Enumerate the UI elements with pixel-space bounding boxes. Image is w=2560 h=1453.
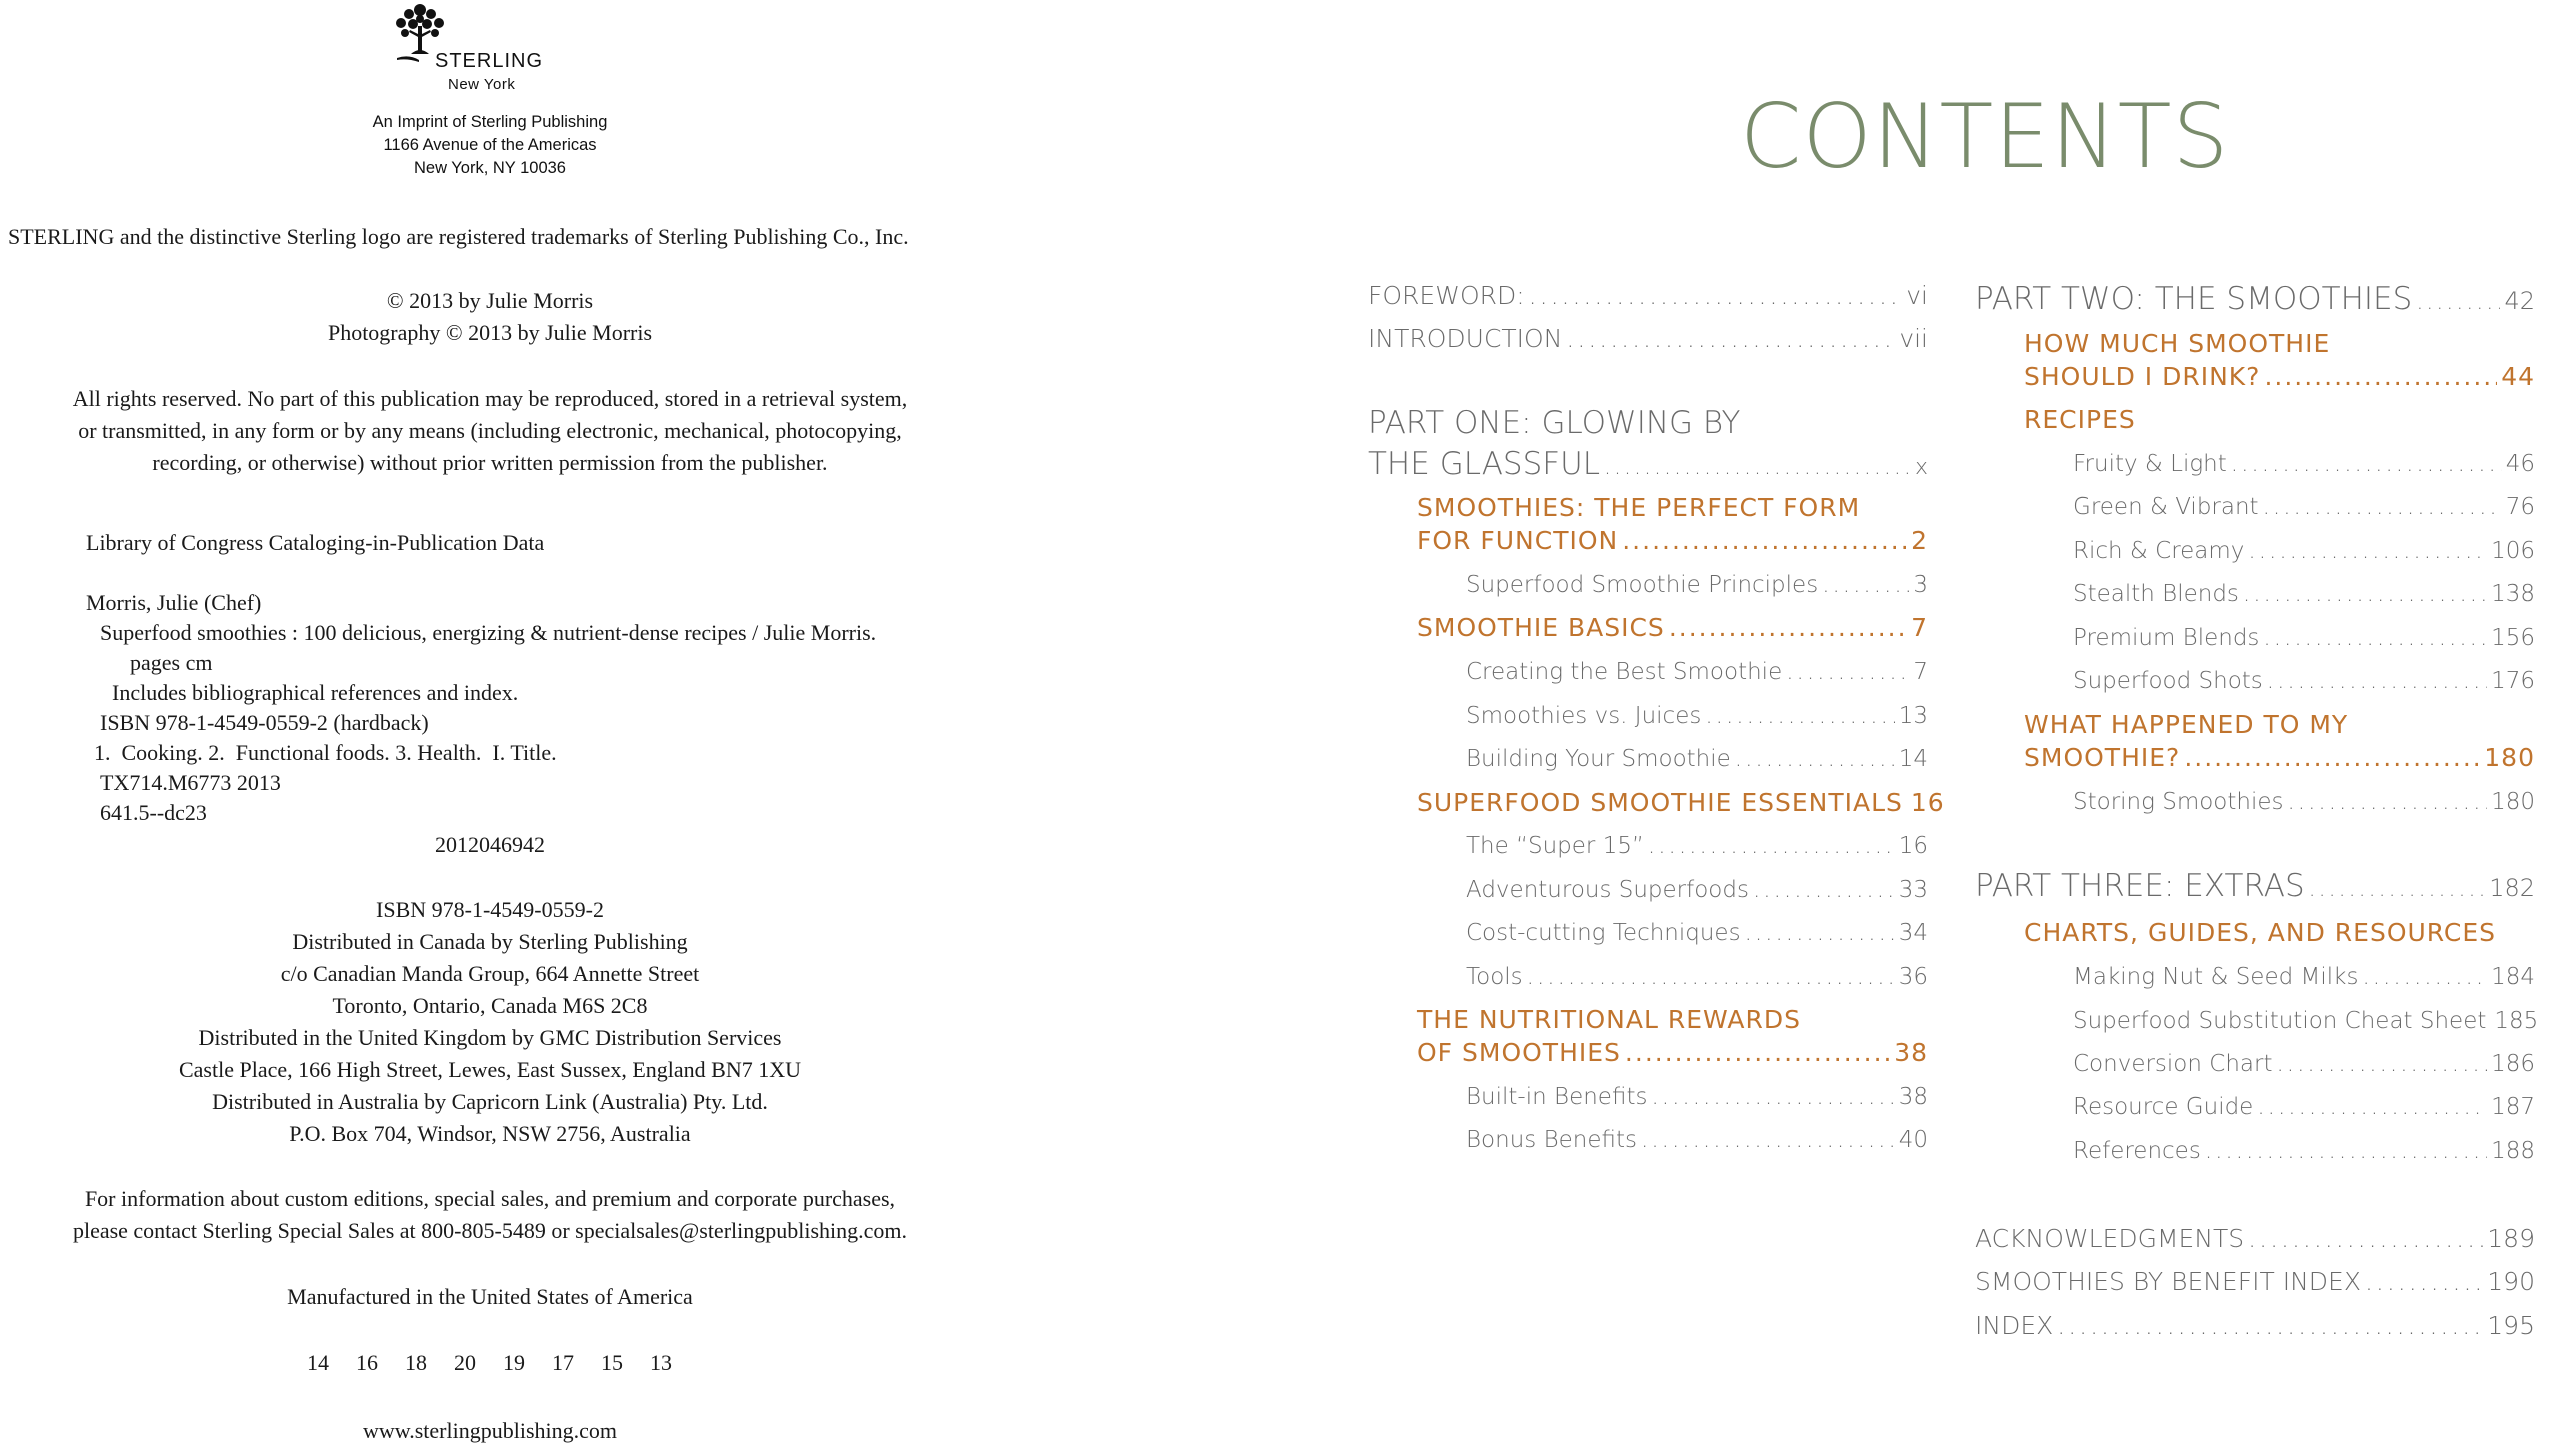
toc-label: Superfood Shots [2073, 668, 2263, 694]
toc-entry[interactable] [2073, 451, 2535, 477]
toc-section-recipes[interactable]: RECIPES [2024, 405, 2136, 434]
toc-label: SMOOTHIE? [2024, 743, 2181, 772]
toc-label: Fruity & Light [2073, 451, 2227, 477]
toc-entry[interactable] [1466, 964, 1928, 990]
toc-entry[interactable] [2073, 581, 2535, 607]
toc-page: 186 [2491, 1051, 2535, 1077]
toc-entry[interactable] [2073, 625, 2535, 651]
toc-entry[interactable] [2073, 789, 2535, 815]
toc-entry-part-one[interactable] [1368, 446, 1928, 482]
cip-author: Morris, Julie (Chef) [86, 590, 262, 615]
toc-label: References [2073, 1138, 2201, 1164]
contents-page [1330, 0, 2560, 1453]
toc-label: Adventurous Superfoods [1466, 877, 1749, 903]
toc-entry-how-much[interactable] [2024, 362, 2535, 391]
imprint-line: New York, NY 10036 [414, 159, 566, 177]
toc-right-column [1975, 0, 2539, 1453]
toc-label: Making Nut & Seed Milks [2073, 964, 2359, 990]
toc-page: 190 [2487, 1267, 2535, 1296]
logo-city: New York [448, 76, 516, 93]
toc-entry-foreword[interactable] [1368, 281, 1928, 310]
rights-line: All rights reserved. No part of this publication may be reproduced, stored in a retrieval system, [72, 386, 908, 411]
toc-page: 16 [1910, 788, 1945, 817]
toc-entry[interactable] [2073, 1051, 2535, 1077]
toc-page: 7 [1911, 613, 1928, 642]
toc-page: 40 [1898, 1127, 1928, 1153]
toc-label: Stealth Blends [2073, 581, 2239, 607]
toc-page: 7 [1913, 659, 1928, 685]
toc-page: 76 [2505, 494, 2535, 520]
imprint-line: An Imprint of Sterling Publishing [372, 113, 608, 131]
toc-part-one-line1[interactable]: PART ONE: GLOWING BY [1368, 405, 1741, 441]
toc-page: 34 [1898, 920, 1928, 946]
printing-number: 20 [454, 1350, 476, 1375]
imprint-block [290, 111, 690, 180]
toc-entry[interactable] [1466, 703, 1928, 729]
toc-page: 189 [2487, 1224, 2535, 1253]
toc-label: Superfood Smoothie Principles [1466, 572, 1819, 598]
toc-label: PART THREE: EXTRAS [1975, 868, 2305, 904]
toc-entry[interactable] [1466, 659, 1928, 685]
toc-page: 180 [2491, 789, 2535, 815]
printing-number: 19 [503, 1350, 525, 1375]
toc-entry[interactable] [1466, 572, 1928, 598]
toc-section-what-happened-line1[interactable]: WHAT HAPPENED TO MY [2024, 710, 2349, 739]
toc-page: 38 [1894, 1038, 1928, 1067]
toc-entry-introduction[interactable] [1368, 324, 1928, 353]
printing-number: 13 [650, 1350, 672, 1375]
toc-label: PART TWO: THE SMOOTHIES [1975, 281, 2413, 317]
toc-label: Storing Smoothies [2073, 789, 2284, 815]
toc-entry-benefit-index[interactable] [1975, 1267, 2535, 1296]
toc-entry[interactable] [1466, 746, 1928, 772]
toc-page: 13 [1898, 703, 1928, 729]
toc-page: 187 [2491, 1094, 2535, 1120]
toc-page: vii [1899, 324, 1928, 353]
toc-entry[interactable] [1466, 833, 1928, 859]
logo-name: STERLING [435, 50, 544, 72]
toc-section-charts[interactable]: CHARTS, GUIDES, AND RESOURCES [2024, 918, 2497, 947]
toc-page: 195 [2487, 1311, 2535, 1340]
toc-page: 176 [2491, 668, 2535, 694]
toc-entry-acknowledgments[interactable] [1975, 1224, 2535, 1253]
toc-label: SUPERFOOD SMOOTHIE ESSENTIALS [1417, 788, 1903, 817]
distribution-line: P.O. Box 704, Windsor, NSW 2756, Australia [289, 1121, 691, 1146]
rights-line: recording, or otherwise) without prior written permission from the publisher. [152, 450, 828, 475]
toc-page: 106 [2491, 538, 2535, 564]
toc-label: Creating the Best Smoothie [1466, 659, 1783, 685]
toc-entry-perfect-form[interactable] [1417, 526, 1928, 555]
website-link[interactable]: www.sterlingpublishing.com [363, 1418, 617, 1443]
toc-label: Premium Blends [2073, 625, 2260, 651]
cip-lccn: 2012046942 [435, 832, 545, 857]
printing-number: 15 [601, 1350, 623, 1375]
toc-entry[interactable] [2073, 538, 2535, 564]
toc-label: FOREWORD: [1368, 281, 1525, 310]
toc-entry-essentials[interactable] [1417, 788, 1945, 817]
toc-section-how-much-line1[interactable]: HOW MUCH SMOOTHIE [2024, 329, 2331, 358]
printing-number: 14 [307, 1350, 329, 1375]
toc-page: 3 [1913, 572, 1928, 598]
toc-left-column [1368, 0, 1945, 1453]
toc-section-rewards-line1[interactable]: THE NUTRITIONAL REWARDS [1417, 1005, 1801, 1034]
trademark-notice: STERLING and the distinctive Sterling logo are registered trademarks of Sterling Publishing Co., Inc. [8, 224, 909, 249]
cip-title: Superfood smoothies : 100 delicious, energizing & nutrient-dense recipes / Julie Morris. [100, 620, 877, 645]
toc-page: 14 [1898, 746, 1928, 772]
toc-label: Cost-cutting Techniques [1466, 920, 1741, 946]
distribution-line: Distributed in the United Kingdom by GMC Distribution Services [198, 1025, 782, 1050]
cip-heading: Library of Congress Cataloging-in-Publication Data [86, 530, 545, 555]
distribution-line: Distributed in Canada by Sterling Publishing [292, 929, 688, 954]
toc-entry[interactable] [2073, 668, 2535, 694]
toc-page: 184 [2491, 964, 2535, 990]
toc-page: 33 [1898, 877, 1928, 903]
photo-copyright-line: Photography © 2013 by Julie Morris [327, 320, 653, 345]
special-sales-line: For information about custom editions, special sales, and premium and corporate purchases, [84, 1186, 896, 1211]
toc-entry-part-three[interactable] [1975, 868, 2535, 904]
toc-label: Resource Guide [2073, 1094, 2254, 1120]
cip-includes: Includes bibliographical references and index. [112, 680, 519, 705]
imprint-line: 1166 Avenue of the Americas [383, 136, 597, 154]
toc-page: 188 [2491, 1138, 2535, 1164]
cip-subjects: 1. Cooking. 2. Functional foods. 3. Health. I. Title. [94, 740, 557, 765]
toc-label: Green & Vibrant [2073, 494, 2259, 520]
toc-label: Conversion Chart [2073, 1051, 2273, 1077]
special-sales-line: please contact Sterling Special Sales at 800-805-5489 or specialsales@sterlingpublishing.com. [72, 1218, 908, 1243]
toc-page: 42 [2504, 287, 2535, 315]
toc-label: Rich & Creamy [2073, 538, 2245, 564]
toc-page: 46 [2505, 451, 2535, 477]
toc-entry-what-happened[interactable] [2024, 743, 2535, 772]
toc-label: ACKNOWLEDGMENTS [1975, 1224, 2245, 1253]
toc-entry[interactable] [2073, 494, 2535, 520]
toc-entry-rewards[interactable] [1417, 1038, 1928, 1067]
toc-entry-index[interactable] [1975, 1311, 2535, 1340]
toc-entry[interactable] [2073, 964, 2535, 990]
toc-page: vi [1906, 281, 1928, 310]
toc-entry[interactable] [2073, 1138, 2535, 1164]
toc-entry[interactable] [1466, 1127, 1928, 1153]
toc-section-perfect-form-line1[interactable]: SMOOTHIES: THE PERFECT FORM [1417, 493, 1861, 522]
toc-label: Smoothies vs. Juices [1466, 703, 1702, 729]
toc-entry[interactable] [2073, 1094, 2535, 1120]
toc-label: Building Your Smoothie [1466, 746, 1731, 772]
distribution-line: Toronto, Ontario, Canada M6S 2C8 [332, 993, 648, 1018]
toc-page: 36 [1898, 964, 1928, 990]
toc-label: Built-in Benefits [1466, 1084, 1648, 1110]
toc-page: 16 [1898, 833, 1928, 859]
toc-page: 156 [2491, 625, 2535, 651]
cip-isbn: ISBN 978-1-4549-0559-2 (hardback) [100, 710, 429, 735]
toc-label: FOR FUNCTION [1417, 526, 1619, 555]
rights-line: or transmitted, in any form or by any means (including electronic, mechanical, photocopying, [78, 418, 902, 443]
contents-title: CONTENTS [1740, 85, 2230, 188]
toc-page: 180 [2484, 743, 2535, 772]
printing-number: 17 [552, 1350, 574, 1375]
printing-number: 16 [356, 1350, 378, 1375]
toc-entry-part-two[interactable] [1975, 281, 2535, 317]
distribution-line: ISBN 978-1-4549-0559-2 [376, 897, 604, 922]
toc-entry[interactable] [1466, 1084, 1928, 1110]
toc-label: Superfood Substitution Cheat Sheet [2073, 1008, 2487, 1034]
toc-page: x [1914, 455, 1928, 480]
publisher-logo [355, 0, 555, 100]
toc-entry-smoothie-basics[interactable] [1417, 613, 1928, 642]
toc-page: 185 [2494, 1008, 2539, 1034]
toc-label: SMOOTHIES BY BENEFIT INDEX [1975, 1267, 2361, 1296]
toc-label: OF SMOOTHIES [1417, 1038, 1621, 1067]
toc-label: Bonus Benefits [1466, 1127, 1638, 1153]
cip-lcc: TX714.M6773 2013 [100, 770, 281, 795]
distribution-line: Castle Place, 166 High Street, Lewes, East Sussex, England BN7 1XU [178, 1057, 801, 1082]
distribution-line: c/o Canadian Manda Group, 664 Annette Street [280, 961, 700, 986]
toc-page: 44 [2501, 362, 2535, 391]
toc-page: 182 [2489, 874, 2535, 902]
toc-entry[interactable] [1466, 877, 1928, 903]
toc-page: 2 [1911, 526, 1928, 555]
toc-page: 138 [2491, 581, 2535, 607]
printing-numbers [307, 1350, 699, 1376]
manufactured-line: Manufactured in the United States of America [287, 1284, 693, 1309]
copyright-line: © 2013 by Julie Morris [386, 288, 594, 313]
toc-label: The “Super 15” [1466, 833, 1644, 859]
distribution-line: Distributed in Australia by Capricorn Link (Australia) Pty. Ltd. [212, 1089, 768, 1114]
toc-label: Tools [1466, 964, 1523, 990]
toc-label: THE GLASSFUL [1368, 446, 1601, 482]
toc-entry[interactable] [1466, 920, 1928, 946]
toc-page: 38 [1898, 1084, 1928, 1110]
toc-label: SMOOTHIE BASICS [1417, 613, 1665, 642]
printing-number: 18 [405, 1350, 427, 1375]
toc-label: INTRODUCTION [1368, 324, 1563, 353]
cip-ddc: 641.5--dc23 [100, 800, 207, 825]
toc-label: INDEX [1975, 1311, 2054, 1340]
cip-pages: pages cm [130, 650, 213, 675]
toc-label: SHOULD I DRINK? [2024, 362, 2261, 391]
toc-entry[interactable] [2073, 1008, 2539, 1034]
